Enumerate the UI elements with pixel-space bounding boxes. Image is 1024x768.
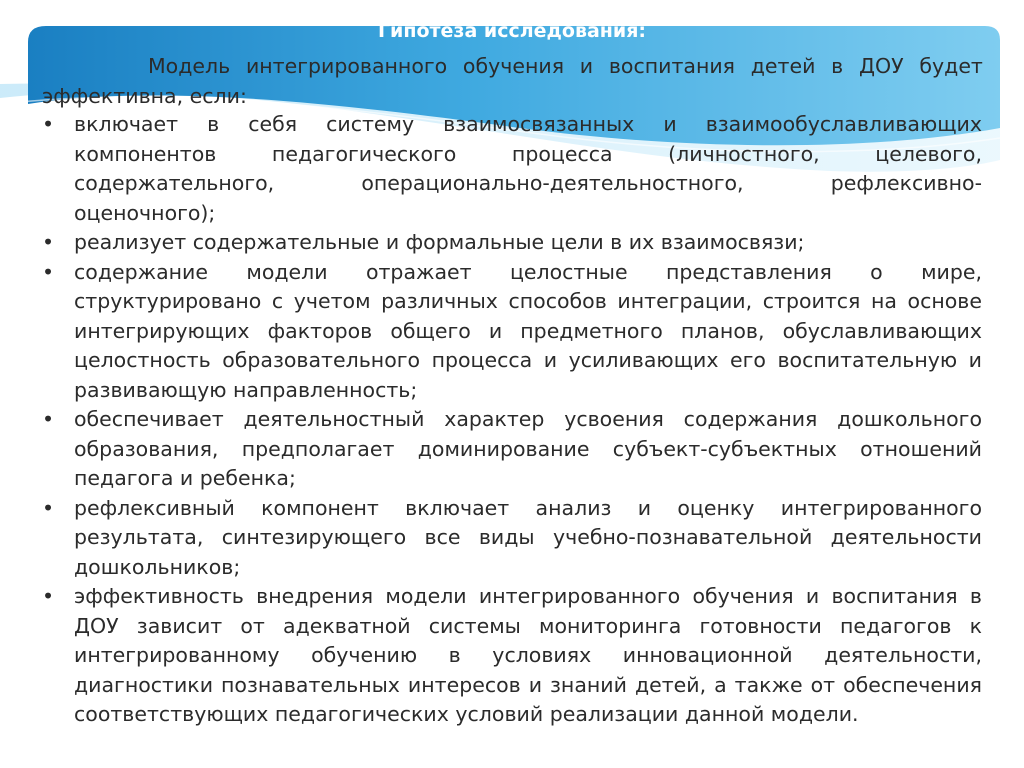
bullet-text-line: дошкольников; bbox=[74, 554, 241, 579]
bullet-text-line: компонентов педагогического процесса (личностного, целевого, bbox=[74, 141, 982, 166]
bullet-text-line: содержательного, операционально-деятельностного, рефлексивно- bbox=[74, 171, 982, 195]
bullet-text-line: интегрированному обучению в условиях инновационной деятельности, bbox=[74, 643, 982, 667]
bullet-marker: • bbox=[42, 112, 55, 136]
intro-word: и bbox=[579, 54, 594, 78]
intro-word: интегрированного bbox=[245, 54, 448, 78]
bullet-marker: • bbox=[42, 259, 55, 284]
bullet-item bbox=[42, 582, 982, 730]
bullet-marker: • bbox=[42, 407, 55, 431]
bullet-item bbox=[42, 228, 982, 258]
bullet-text-line: ДОУ зависит от адекватной системы мониторинга готовности педагогов к bbox=[74, 613, 982, 638]
bullet-marker: • bbox=[42, 230, 55, 254]
hypothesis-intro-line bbox=[148, 52, 983, 80]
bullet-text-line: развивающую направленность; bbox=[74, 377, 418, 402]
hypothesis-conditions-list bbox=[42, 110, 982, 730]
bullet-text-line: образования, предполагает доминирование субъект-субъектных отношений bbox=[74, 436, 982, 461]
slide-title: Гипотеза исследования: bbox=[377, 20, 647, 42]
bullet-text-line: включает в себя систему взаимосвязанных и взаимообуславливающих bbox=[74, 112, 982, 136]
bullet-item bbox=[42, 110, 982, 228]
intro-word: в bbox=[831, 54, 844, 78]
bullet-text-line: эффективность внедрения модели интегрированного обучения и воспитания в bbox=[74, 584, 982, 608]
intro-word: ДОУ bbox=[858, 54, 904, 78]
bullet-text-line: диагностики познавательных интересов и знаний детей, а также от обеспечения bbox=[74, 672, 982, 697]
bullet-marker: • bbox=[42, 495, 55, 520]
bullet-text-line: целостность образовательного процесса и усиливающих его воспитательную и bbox=[74, 348, 982, 372]
bullet-item bbox=[42, 494, 982, 583]
intro-word: детей bbox=[750, 54, 816, 78]
bullet-text-line: педагога и ребенка; bbox=[74, 466, 296, 490]
intro-word: Модель bbox=[148, 54, 231, 78]
bullet-text-line: соответствующих педагогических условий реализации данной модели. bbox=[74, 702, 859, 726]
bullet-text-line: содержание модели отражает целостные представления о мире, bbox=[74, 259, 982, 284]
intro-word: воспитания bbox=[608, 54, 736, 78]
bullet-text-line: оценочного); bbox=[74, 200, 216, 225]
bullet-text-line: результата, синтезирующего все виды учебно-познавательной деятельности bbox=[74, 525, 982, 549]
bullet-text-line: обеспечивает деятельностный характер усвоения содержания дошкольного bbox=[74, 407, 982, 431]
bullet-text-line: реализует содержательные и формальные цели в их взаимосвязи; bbox=[74, 230, 805, 254]
intro-word: будет bbox=[919, 54, 983, 78]
bullet-text-line: интегрирующих факторов общего и предметного планов, обуславливающих bbox=[74, 318, 982, 343]
bullet-marker: • bbox=[42, 584, 55, 608]
bullet-item bbox=[42, 405, 982, 494]
bullet-item bbox=[42, 258, 982, 406]
intro-word: обучения bbox=[462, 54, 565, 78]
bullet-text-line: рефлексивный компонент включает анализ и оценку интегрированного bbox=[74, 495, 982, 520]
hypothesis-intro-continuation: эффективна, если: bbox=[42, 84, 247, 108]
bullet-text-line: структурировано с учетом различных способов интеграции, строится на основе bbox=[74, 289, 982, 313]
